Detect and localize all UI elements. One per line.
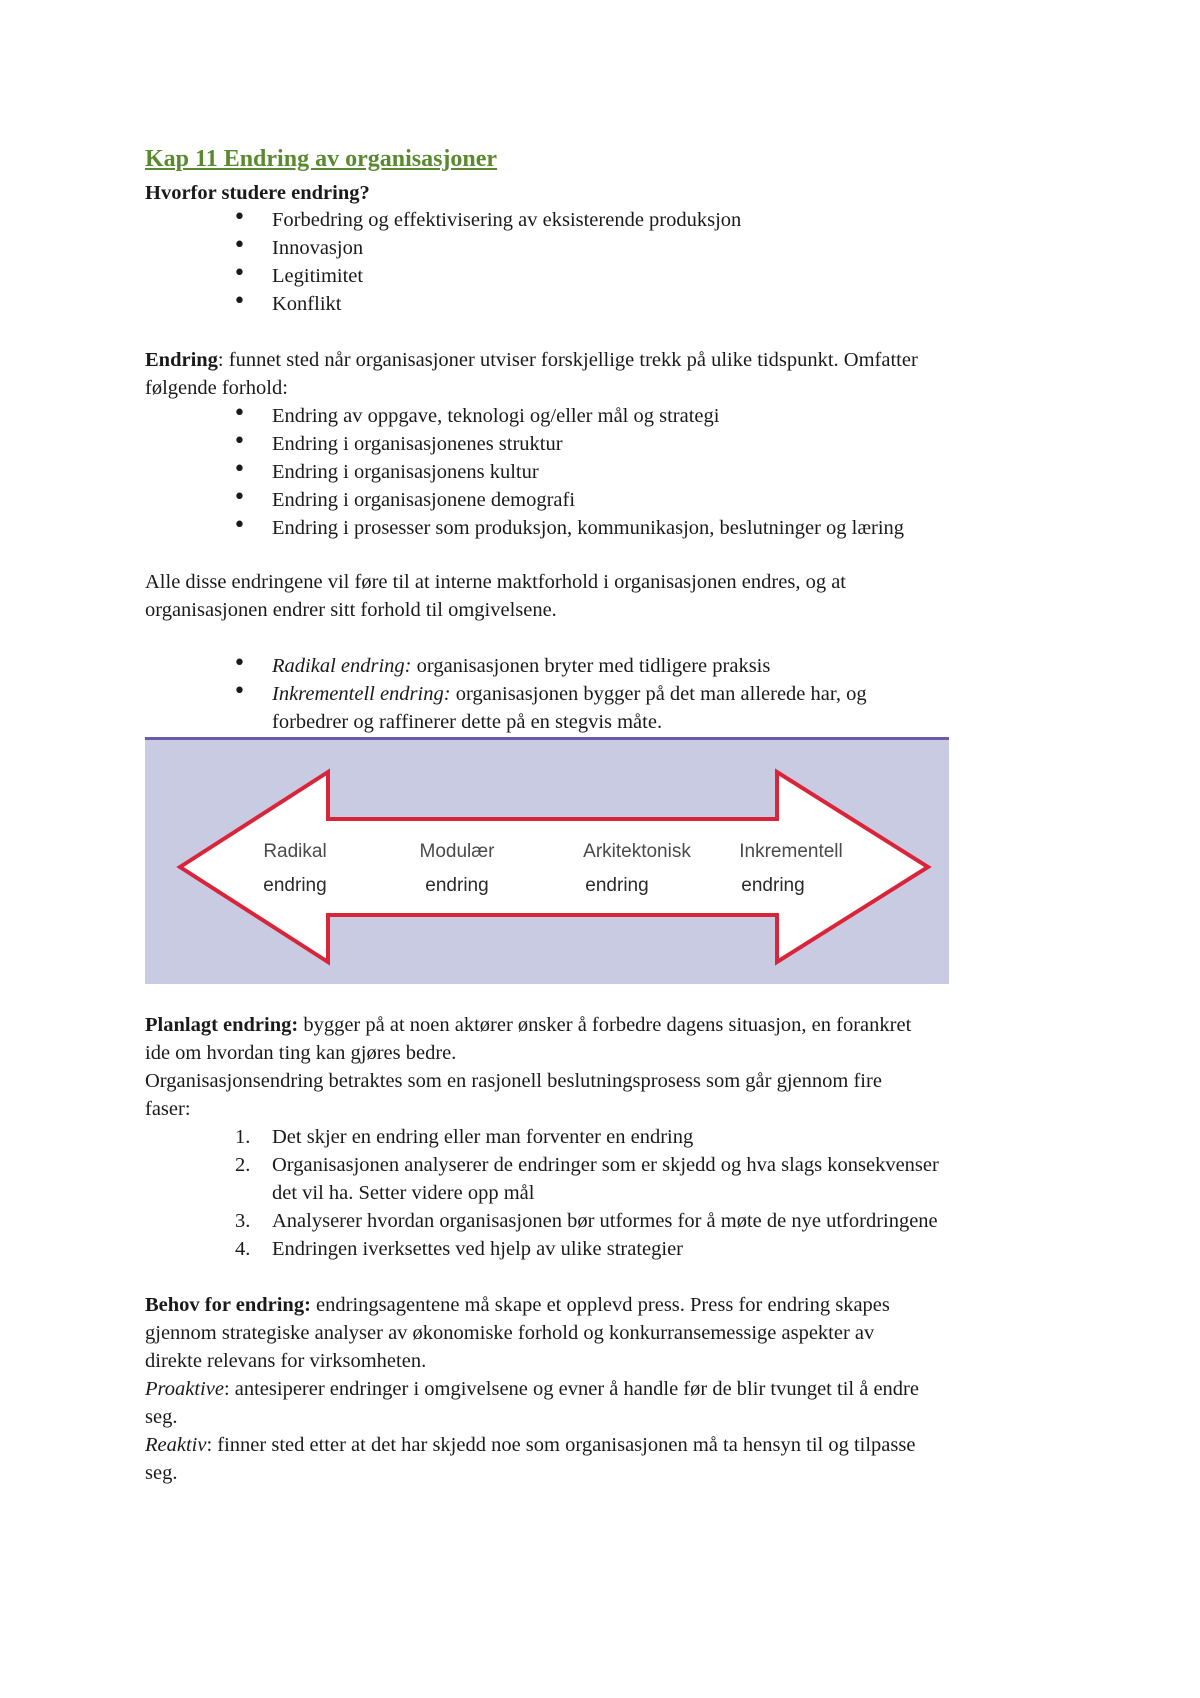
chapter-title: Kap 11 Endring av organisasjoner xyxy=(145,146,498,172)
endring-list xyxy=(145,402,904,542)
endring-paragraph: Endring: funnet sted når organisasjoner utviser forskjellige trekk på ulike tidspunkt. Omfatter xyxy=(145,349,918,371)
phase-item: 2. Organisasjonen analyserer de endringer som er skjedd og hva slags konsekvenser det vil ha. Setter videre opp mål xyxy=(235,1154,939,1204)
planned-paragraph-cont: ide om hvordan ting kan gjøres bedre. xyxy=(145,1042,457,1064)
need-paragraph-cont: direkte relevans for virksomheten. xyxy=(145,1350,427,1372)
diagram-label-arkitektonisk: Arkitektonisk xyxy=(583,841,691,862)
planned-paragraph-cont: faser: xyxy=(145,1098,191,1120)
diagram-label-arkitektonisk-sub: endring xyxy=(585,875,649,896)
why-heading: Hvorfor studere endring? xyxy=(145,182,370,204)
diagram-label-inkrementell: Inkrementell xyxy=(739,841,843,862)
diagram-label-inkrementell-sub: endring xyxy=(741,875,805,896)
diagram-top-border xyxy=(145,737,949,740)
list-item: • Legitimitet xyxy=(145,262,741,290)
diagram-label-radikal-sub: endring xyxy=(263,875,327,896)
need-paragraph: Behov for endring: endringsagentene må skape et opplevd press. Press for endring skapes xyxy=(145,1294,890,1316)
endring-paragraph-cont: følgende forhold: xyxy=(145,377,288,399)
types-list xyxy=(145,652,867,736)
diagram-label-modulaer: Modulær xyxy=(419,841,495,862)
consequence-line: Alle disse endringene vil føre til at interne maktforhold i organisasjonen endres, og at xyxy=(145,571,846,593)
need-term: Behov for endring: xyxy=(145,1294,311,1316)
planned-paragraph-cont: Organisasjonsendring betraktes som en rasjonell beslutningsprosess som går gjennom fire xyxy=(145,1070,882,1092)
list-item-radikal: • Radikal endring: organisasjonen bryter med tidligere praksis xyxy=(145,652,867,680)
reaktiv-line: Reaktiv: finner sted etter at det har skjedd noe som organisasjonen må ta hensyn til og tilpasse xyxy=(145,1434,916,1456)
why-list xyxy=(145,206,741,318)
list-item: • Endring av oppgave, teknologi og/eller mål og strategi xyxy=(145,402,904,430)
list-item: • Innovasjon xyxy=(145,234,741,262)
list-item: • Endring i organisasjonenes struktur xyxy=(145,430,904,458)
change-spectrum-diagram xyxy=(145,737,949,984)
planned-paragraph: Planlagt endring: bygger på at noen aktører ønsker å forbedre dagens situasjon, en forankret xyxy=(145,1014,912,1036)
need-paragraph-cont: gjennom strategiske analyser av økonomiske forhold og konkurransemessige aspekter av xyxy=(145,1322,875,1344)
phase-item: 4. Endringen iverksettes ved hjelp av ulike strategier xyxy=(235,1238,684,1260)
proaktiv-line-cont: seg. xyxy=(145,1406,178,1428)
list-item-inkrementell: • Inkrementell endring: organisasjonen bygger på det man allerede har, og forbedrer og raffinerer dette på en stegvis måte. xyxy=(145,680,867,736)
phase-item: 1. Det skjer en endring eller man forventer en endring xyxy=(235,1126,694,1148)
planned-term: Planlagt endring: xyxy=(145,1014,299,1036)
diagram-label-modulaer-sub: endring xyxy=(425,875,489,896)
list-item: • Endring i prosesser som produksjon, kommunikasjon, beslutninger og læring xyxy=(145,514,904,542)
phases-list xyxy=(145,1123,939,1263)
endring-term: Endring xyxy=(145,349,218,371)
diagram-label-radikal: Radikal xyxy=(263,841,327,862)
reaktiv-line-cont: seg. xyxy=(145,1462,178,1484)
list-item: • Endring i organisasjonene demografi xyxy=(145,486,904,514)
proaktiv-line: Proaktive: antesiperer endringer i omgivelsene og evner å handle før de blir tvunget til å endre xyxy=(145,1378,919,1400)
list-item: • Forbedring og effektivisering av eksisterende produksjon xyxy=(145,206,741,234)
list-item: • Endring i organisasjonens kultur xyxy=(145,458,904,486)
consequence-line: organisasjonen endrer sitt forhold til omgivelsene. xyxy=(145,599,557,621)
list-item: • Konflikt xyxy=(145,290,741,318)
phase-item: 3. Analyserer hvordan organisasjonen bør utformes for å møte de nye utfordringene xyxy=(235,1210,938,1232)
